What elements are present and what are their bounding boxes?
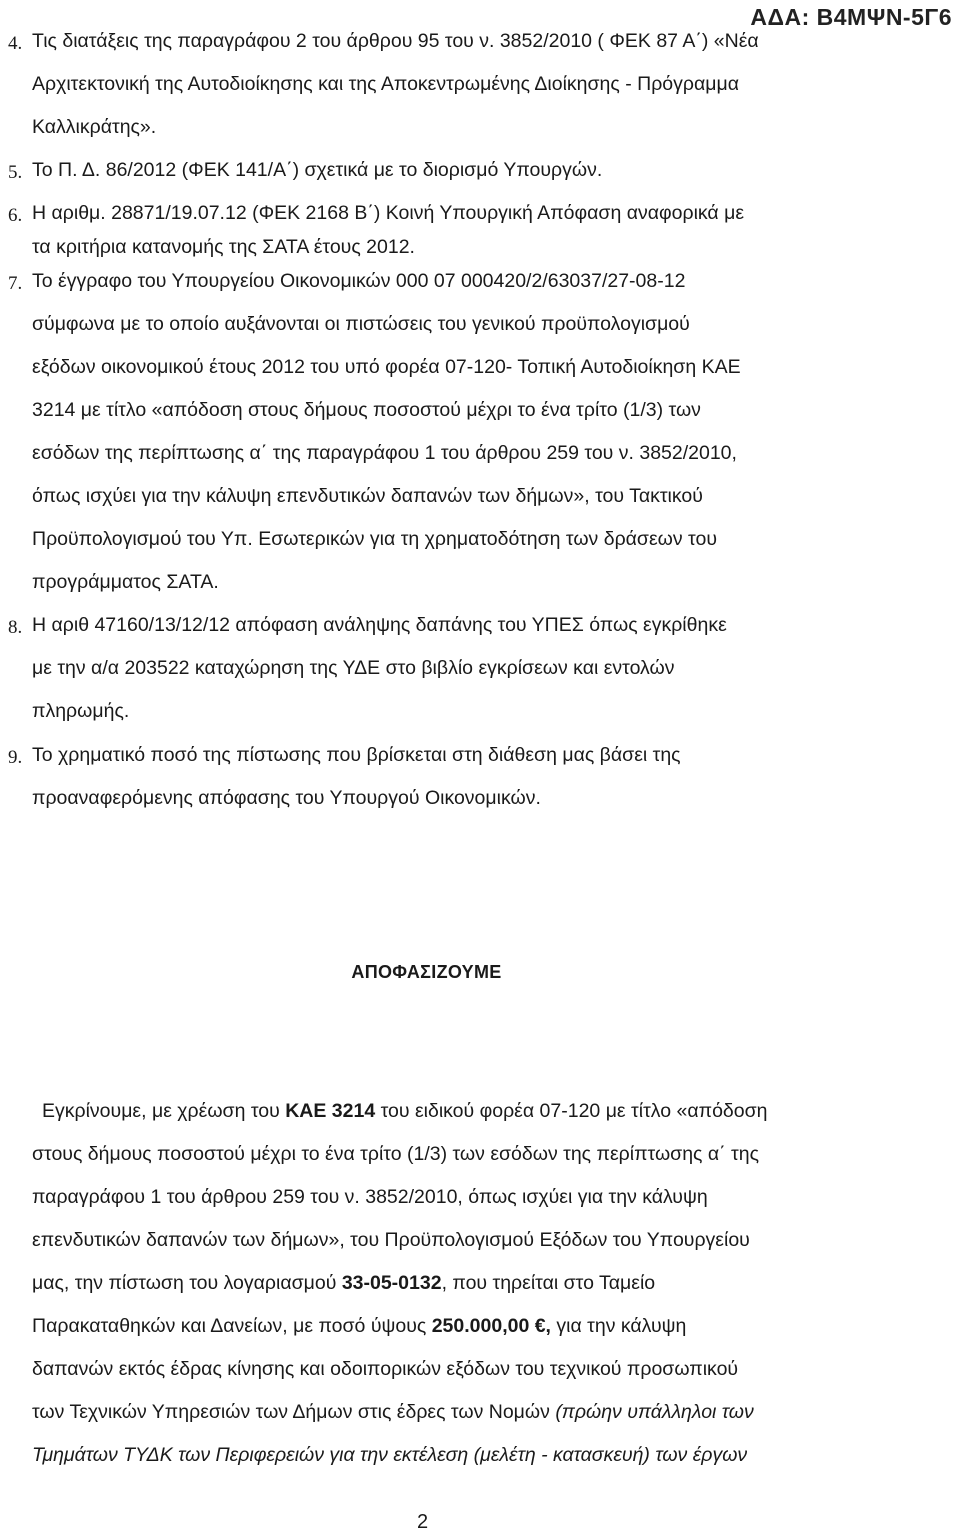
decision-heading: ΑΠΟΦΑΣΙΖΟΥΜΕ: [351, 962, 502, 982]
item-line: Το Π. Δ. 86/2012 (ΦΕΚ 141/Α΄) σχετικά με το διορισμό Υπουργών.: [32, 159, 603, 181]
item-line: Αρχιτεκτονική της Αυτοδιοίκησης και της Αποκεντρωμένης Διοίκησης - Πρόγραμμα: [32, 73, 740, 95]
item-line: τα κριτήρια κατανομής της ΣΑΤΑ έτους 2012.: [32, 236, 415, 258]
item-line: με την α/α 203522 καταχώρηση της ΥΔΕ στο βιβλίο εγκρίσεων και εντολών: [32, 657, 675, 679]
item-number: 4.: [8, 33, 23, 54]
list-item-6: [8, 202, 853, 272]
list-item-8: [8, 614, 853, 734]
account-number: 33-05-0132: [341, 1272, 442, 1294]
item-line: προγράμματος ΣΑΤΑ.: [32, 571, 219, 593]
list-item-4: [8, 30, 853, 150]
list-item-9: [8, 744, 853, 824]
item-line: Το χρηματικό ποσό της πίστωσης που βρίσκεται στη διάθεση μας βάσει της: [32, 744, 681, 766]
ada-code: ΑΔΑ: Β4ΜΨΝ-5Γ6: [750, 4, 952, 30]
decision-line: Εγκρίνουμε, με χρέωση του ΚΑΕ 3214 του ειδικού φορέα 07-120 με τίτλο «απόδοση: [42, 1100, 768, 1122]
item-line: πληρωμής.: [32, 700, 130, 722]
item-line: Προϋπολογισμού του Υπ. Εσωτερικών για τη χρηματοδότηση των δράσεων του: [32, 528, 717, 550]
decision-line: των Τεχνικών Υπηρεσιών των Δήμων στις έδρες των Νομών (πρώην υπάλληλοι των: [32, 1401, 754, 1423]
item-line: Καλλικράτης».: [32, 116, 157, 138]
item-number: 8.: [8, 617, 23, 638]
amount: 250.000,00 €,: [431, 1315, 551, 1337]
item-line: 3214 με τίτλο «απόδοση στους δήμους ποσοστού μέχρι το ένα τρίτο (1/3) των: [32, 399, 701, 421]
item-number: 6.: [8, 205, 23, 226]
item-line: Τις διατάξεις της παραγράφου 2 του άρθρου 95 του ν. 3852/2010 ( ΦΕΚ 87 Α΄) «Νέα: [32, 30, 759, 52]
decision-line: Παρακαταθηκών και Δανείων, με ποσό ύψους 250.000,00 €, για την κάλυψη: [32, 1315, 687, 1337]
decision-line: μας, την πίστωση του λογαριασμού 33-05-0132, που τηρείται στο Ταμείο: [32, 1272, 656, 1294]
decision-line: Τμημάτων ΤΥΔΚ των Περιφερειών για την εκτέλεση (μελέτη - κατασκευή) των έργων: [32, 1444, 748, 1466]
item-number: 7.: [8, 273, 23, 294]
list-item-7: [8, 270, 853, 600]
item-line: εσόδων της περίπτωσης α΄ της παραγράφου 1 του άρθρου 259 του ν. 3852/2010,: [32, 442, 737, 464]
item-line: Το έγγραφο του Υπουργείου Οικονομικών 000 07 000420/2/63037/27-08-12: [32, 270, 686, 292]
item-line: όπως ισχύει για την κάλυψη επενδυτικών δαπανών των δήμων», του Τακτικού: [32, 485, 703, 507]
item-number: 5.: [8, 162, 23, 183]
item-line: Η αριθ 47160/13/12/12 απόφαση ανάληψης δαπάνης του ΥΠΕΣ όπως εγκρίθηκε: [32, 614, 727, 636]
decision-paragraph: [32, 1100, 852, 1480]
item-line: Η αριθμ. 28871/19.07.12 (ΦΕΚ 2168 Β΄) Κοινή Υπουργική Απόφαση αναφορικά με: [32, 202, 745, 224]
item-line: εξόδων οικονομικού έτους 2012 του υπό φορέα 07-120- Τοπική Αυτοδιοίκηση ΚΑΕ: [32, 356, 741, 378]
decision-line: στους δήμους ποσοστού μέχρι το ένα τρίτο (1/3) των εσόδων της περίπτωσης α΄ της: [32, 1143, 760, 1165]
item-line: σύμφωνα με το οποίο αυξάνονται οι πιστώσεις του γενικού προϋπολογισμού: [32, 313, 690, 335]
decision-line: επενδυτικών δαπανών των δήμων», του Προϋπολογισμού Εξόδων του Υπουργείου: [32, 1229, 750, 1251]
item-number: 9.: [8, 747, 23, 768]
item-line: προαναφερόμενης απόφασης του Υπουργού Οικονομικών.: [32, 787, 541, 809]
decision-line: δαπανών εκτός έδρας κίνησης και οδοιπορικών εξόδων του τεχνικού προσωπικού: [32, 1358, 739, 1380]
page-number: 2: [417, 1511, 429, 1533]
kae-code: ΚΑΕ 3214: [285, 1100, 376, 1122]
list-item-5: [8, 159, 853, 189]
decision-line: παραγράφου 1 του άρθρου 259 του ν. 3852/2010, όπως ισχύει για την κάλυψη: [32, 1186, 708, 1208]
